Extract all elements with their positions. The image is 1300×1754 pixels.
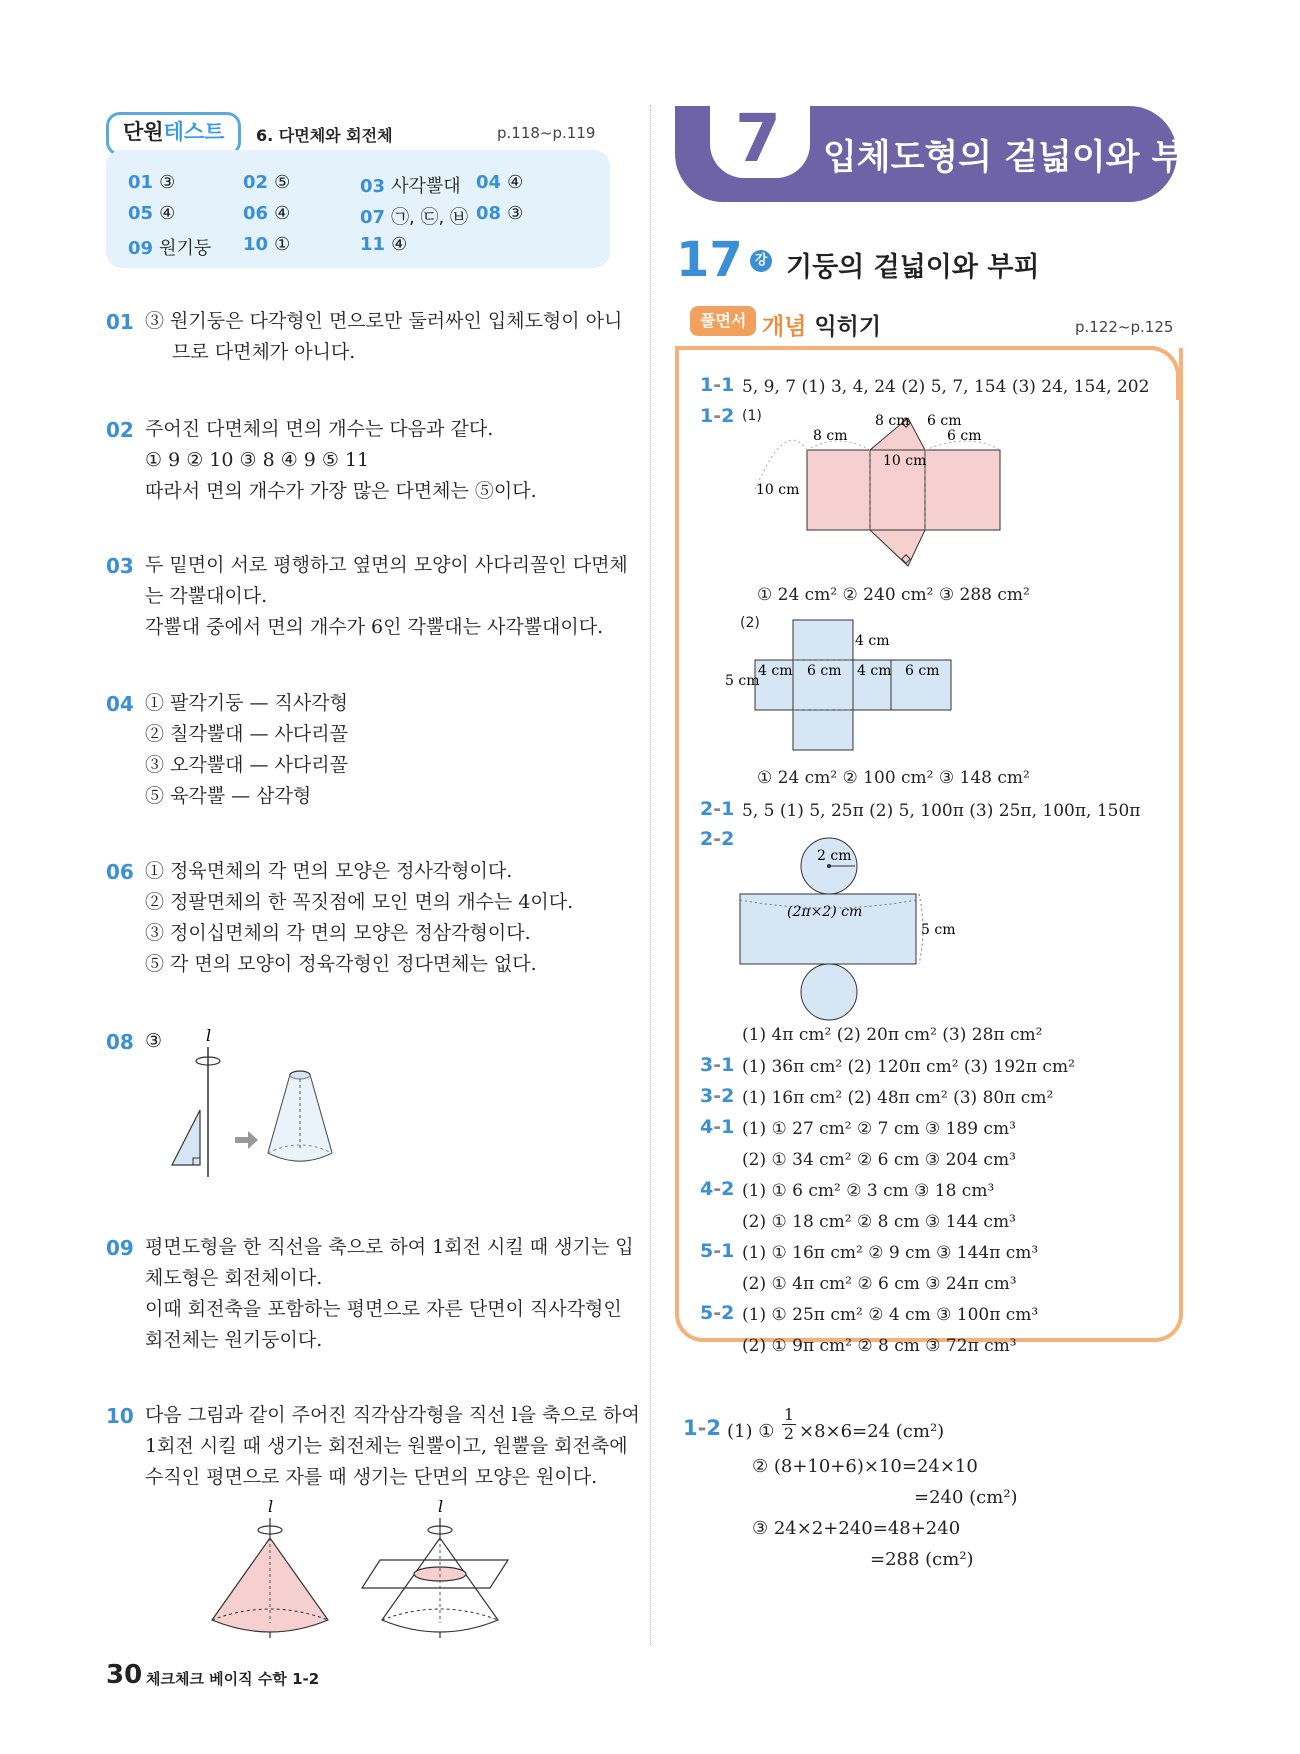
- q02-number: 02: [106, 418, 134, 442]
- svg-text:2 cm: 2 cm: [817, 848, 852, 864]
- item-5-1-number: 5-1: [700, 1240, 735, 1262]
- q09-line: 회전체는 원기둥이다.: [145, 1329, 323, 1351]
- svg-text:4 cm: 4 cm: [855, 633, 890, 649]
- item-4-1-text: (1) ① 27 cm² ② 7 cm ③ 189 cm³: [742, 1119, 1016, 1139]
- q04-line: ② 칠각뿔대 — 사다리꼴: [145, 723, 348, 745]
- q02-line: ① 9 ② 10 ③ 8 ④ 9 ⑤ 11: [145, 449, 370, 471]
- q06-line: ② 정팔면체의 한 꼭짓점에 모인 면의 개수는 4이다.: [145, 891, 574, 913]
- svg-text:4 cm: 4 cm: [857, 663, 892, 679]
- item-5-2-text: (1) ① 25π cm² ② 4 cm ③ 100π cm³: [742, 1305, 1039, 1325]
- item-1-2-number: 1-2: [700, 405, 735, 427]
- svg-text:6 cm: 6 cm: [905, 663, 940, 679]
- q01-number: 01: [106, 310, 134, 334]
- unit-name: 6. 다면체와 회전체: [256, 126, 393, 145]
- item-3-2-text: (1) 16π cm² (2) 48π cm² (3) 80π cm²: [742, 1088, 1054, 1108]
- svg-text:8 cm: 8 cm: [875, 413, 910, 429]
- solution-line-2: ② (8+10+6)×10=24×10: [752, 1456, 978, 1477]
- chapter-number: 7: [735, 100, 781, 177]
- svg-text:6 cm: 6 cm: [947, 428, 982, 444]
- solution-fraction: [782, 1406, 796, 1443]
- q10-line: 1회전 시킬 때 생기는 회전체는 원뿔이고, 원뿔을 회전축에: [145, 1435, 628, 1457]
- svg-text:5 cm: 5 cm: [725, 673, 760, 689]
- q04-number: 04: [106, 692, 134, 716]
- book-title: 체크체크 베이직 수학 1-2: [146, 1670, 320, 1688]
- answer-10: 10 ①: [243, 234, 291, 255]
- solution-1-2-number: 1-2: [683, 1416, 721, 1440]
- solution-line-4: ③ 24×2+240=48+240: [752, 1518, 961, 1539]
- q06-line: ⑤ 각 면의 모양이 정육각형인 정다면체는 없다.: [145, 953, 537, 975]
- q04-line: ⑤ 육각뿔 — 삼각형: [145, 785, 312, 807]
- answer-06: 06 ④: [243, 203, 291, 224]
- q10-line: 다음 그림과 같이 주어진 직각삼각형을 직선 l을 축으로 하여: [145, 1404, 640, 1426]
- item-4-2-text: (1) ① 6 cm² ② 3 cm ③ 18 cm³: [742, 1181, 995, 1201]
- item-1-2-line-a: ① 24 cm² ② 240 cm² ③ 288 cm²: [757, 585, 1030, 605]
- lesson-number: 17: [676, 232, 743, 288]
- item-4-1-number: 4-1: [700, 1116, 735, 1138]
- left-page-ref: p.118~p.119: [497, 124, 596, 142]
- answer-08: 08 ③: [476, 203, 524, 224]
- q04-line: ③ 오각뿔대 — 사다리꼴: [145, 754, 348, 776]
- svg-text:10 cm: 10 cm: [756, 482, 800, 498]
- unit-tag-word-2: 테스트: [163, 120, 225, 144]
- item-5-2-number: 5-2: [700, 1302, 735, 1324]
- answer-04: 04 ④: [476, 172, 524, 193]
- fraction-numerator: 1: [783, 1405, 795, 1424]
- item-1-2-text: (1): [742, 408, 762, 424]
- q08-answer: ③: [145, 1030, 163, 1052]
- item-3-1-text: (1) 36π cm² (2) 120π cm² (3) 192π cm²: [742, 1057, 1075, 1077]
- svg-text:5 cm: 5 cm: [921, 922, 956, 938]
- item-2-2-line: (1) 4π cm² (2) 20π cm² (3) 28π cm²: [742, 1025, 1043, 1045]
- q02-line: 주어진 다면체의 면의 개수는 다음과 같다.: [145, 418, 494, 440]
- q08-rotation-figure: [150, 1025, 380, 1185]
- q10-number: 10: [106, 1404, 134, 1428]
- q09-line: 체도형은 회전체이다.: [145, 1267, 323, 1289]
- lesson-badge: 강: [750, 250, 772, 272]
- q10-axis-label-2: l: [438, 1497, 444, 1516]
- solution-line-1: ×8×6=24 (cm²): [799, 1421, 945, 1442]
- svg-text:10 cm: 10 cm: [883, 453, 927, 469]
- item-4-2-line-b: (2) ① 18 cm² ② 8 cm ③ 144 cm³: [742, 1212, 1016, 1232]
- q09-number: 09: [106, 1236, 134, 1260]
- fig-2-2-cylinder-net: [735, 836, 965, 1022]
- solution-line-1-prefix: (1) ①: [727, 1421, 775, 1442]
- q01-line: ③ 원기둥은 다각형인 면으로만 둘러싸인 입체도형이 아니: [145, 310, 623, 332]
- item-3-2-number: 3-2: [700, 1085, 735, 1107]
- q03-line: 각뿔대 중에서 면의 개수가 6인 각뿔대는 사각뿔대이다.: [145, 616, 604, 638]
- svg-text:6 cm: 6 cm: [927, 413, 962, 429]
- q06-line: ③ 정이십면체의 각 면의 모양은 정삼각형이다.: [145, 922, 531, 944]
- fraction-denominator: 2: [783, 1424, 795, 1443]
- q03-line: 두 밑면이 서로 평행하고 옆면의 모양이 사다리꼴인 다면체: [145, 554, 628, 576]
- item-1-2-line-c: ① 24 cm² ② 100 cm² ③ 148 cm²: [757, 768, 1030, 788]
- practice-title: 개념 익히기: [762, 314, 882, 340]
- lesson-title: 기둥의 겉넓이와 부피: [786, 252, 1040, 283]
- item-1-2-label-2: (2): [740, 615, 760, 631]
- svg-text:8 cm: 8 cm: [813, 428, 848, 444]
- solution-line-3: =240 (cm²): [914, 1487, 1018, 1508]
- item-5-1-line-b: (2) ① 4π cm² ② 6 cm ③ 24π cm³: [742, 1274, 1017, 1294]
- item-1-1-number: 1-1: [700, 374, 735, 396]
- answer-01: 01 ③: [128, 172, 176, 193]
- fig-1-2-1-net: [755, 408, 1015, 578]
- q03-line: 는 각뿔대이다.: [145, 585, 268, 607]
- q04-line: ① 팔각기둥 — 직사각형: [145, 692, 348, 714]
- chapter-title: 입체도형의 겉넓이와 부피: [823, 138, 1220, 178]
- q06-number: 06: [106, 860, 134, 884]
- svg-text:4 cm: 4 cm: [758, 663, 793, 679]
- item-1-1-text: 5, 9, 7 (1) 3, 4, 24 (2) 5, 7, 154 (3) 24, 154, 202: [742, 377, 1150, 397]
- answer-09: 09 원기둥: [128, 238, 212, 259]
- item-3-1-number: 3-1: [700, 1054, 735, 1076]
- q09-line: 평면도형을 한 직선을 축으로 하여 1회전 시킬 때 생기는 입: [145, 1236, 634, 1258]
- right-page-ref: p.122~p.125: [1075, 318, 1174, 336]
- unit-tag-word-1: 단원: [123, 120, 164, 144]
- practice-tag: 풀면서: [690, 306, 756, 336]
- answer-05: 05 ④: [128, 203, 176, 224]
- q10-axis-label-1: l: [268, 1497, 274, 1516]
- svg-text:6 cm: 6 cm: [807, 663, 842, 679]
- answer-03: 03 사각뿔대: [360, 176, 461, 197]
- page-number: 30: [106, 1660, 143, 1690]
- q09-line: 이때 회전축을 포함하는 평면으로 자른 단면이 직사각형인: [145, 1298, 622, 1320]
- q06-line: ① 정육면체의 각 면의 모양은 정사각형이다.: [145, 860, 513, 882]
- fig-1-2-2-net: [725, 618, 1005, 753]
- svg-text:(2π×2) cm: (2π×2) cm: [787, 904, 863, 920]
- answer-07: 07 ㉠, ㉢, ㉥: [360, 207, 468, 228]
- q08-number: 08: [106, 1030, 134, 1054]
- item-2-1-text: 5, 5 (1) 5, 25π (2) 5, 100π (3) 25π, 100π, 150π: [742, 801, 1141, 821]
- q10-cone-figure: [200, 1498, 520, 1648]
- item-4-1-line-b: (2) ① 34 cm² ② 6 cm ③ 204 cm³: [742, 1150, 1016, 1170]
- answer-02: 02 ⑤: [243, 172, 291, 193]
- q01-line: 므로 다면체가 아니다.: [172, 341, 356, 363]
- item-4-2-number: 4-2: [700, 1178, 735, 1200]
- item-5-1-text: (1) ① 16π cm² ② 9 cm ③ 144π cm³: [742, 1243, 1039, 1263]
- column-divider: [650, 105, 651, 1645]
- q10-line: 수직인 평면으로 자를 때 생기는 단면의 모양은 원이다.: [145, 1466, 598, 1488]
- q02-line: 따라서 면의 개수가 가장 많은 다면체는 ⑤이다.: [145, 480, 537, 502]
- item-2-1-number: 2-1: [700, 798, 735, 820]
- q03-number: 03: [106, 554, 134, 578]
- answer-11: 11 ④: [360, 234, 408, 255]
- item-2-2-number: 2-2: [700, 828, 735, 850]
- solution-line-5: =288 (cm²): [870, 1549, 974, 1570]
- q08-axis-label: l: [206, 1026, 212, 1045]
- item-5-2-line-b: (2) ① 9π cm² ② 8 cm ③ 72π cm³: [742, 1336, 1017, 1356]
